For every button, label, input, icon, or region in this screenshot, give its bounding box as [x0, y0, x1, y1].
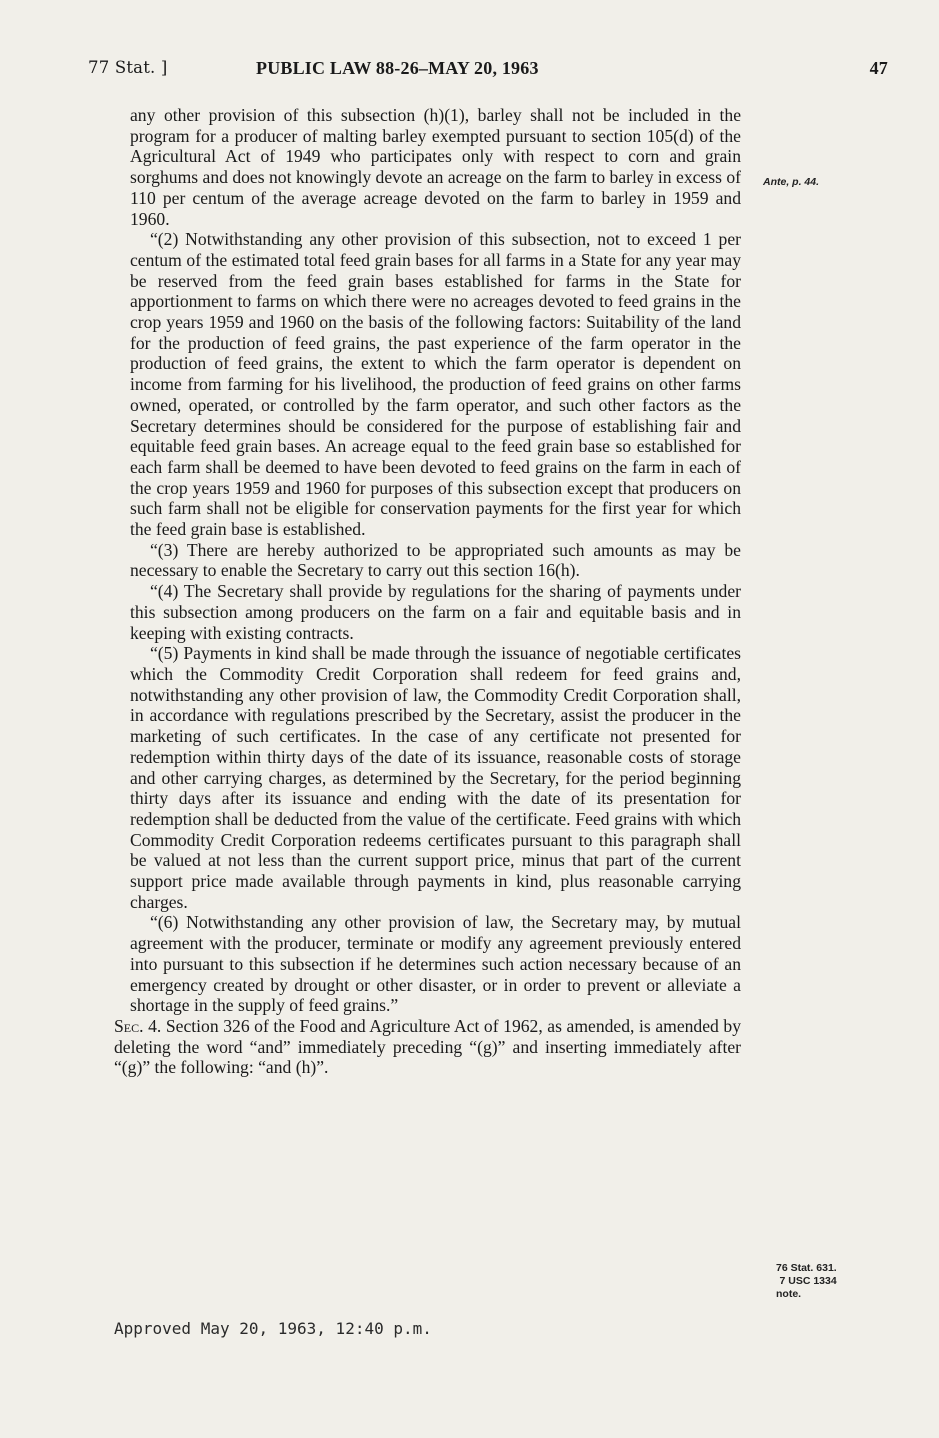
paragraph-2: “(2) Notwithstanding any other provision of this subsection, not to exceed 1 per centum of the estimated total feed grain bases for all farms in a State for any year may be reserved from the feed grain bases established for farms in the State for apportionment to farms on which there were no acreages devoted to feed grains in the crop years 1959 and 1960 on the basis of the following factors: Suitability of the land for the production of feed grains, the past experience of the farm operator in the production of feed grains, the extent to which the farm operator is dependent on income from farming for his livelihood, the production of feed grains on other farms owned, operated, or controlled by the farm operator, and such other factors as the Secretary determines should be considered for the purpose of establishing fair and equitable feed grain bases. An acreage equal to the feed grain base so established for each farm shall be deemed to have been devoted to feed grains on the farm in each of the crop years 1959 and 1960 for purposes of this subsection except that producers on such farm shall not be eligible for conservation payments for the first year for which the feed grain base is established. — [130, 229, 741, 540]
margin-note-stat-2: 7 USC 1334 — [779, 1275, 837, 1287]
volume-reference: 77 Stat. ] — [88, 58, 168, 77]
body-text — [114, 105, 741, 1078]
law-title: PUBLIC LAW 88-26–MAY 20, 1963 — [256, 58, 539, 78]
margin-note-statute — [776, 1262, 837, 1301]
running-head — [88, 58, 888, 82]
margin-note-ante: Ante, p. 44. — [763, 176, 820, 188]
section-4-text: Section 326 of the Food and Agriculture Act of 1962, as amended, is amended by deleting the word “and” immediately preceding “(g)” and inserting immediately after “(g)” the following: “and (h)”. — [114, 1015, 741, 1078]
section-4 — [114, 1016, 741, 1078]
approval-line: Approved May 20, 1963, 12:40 p.m. — [114, 1319, 432, 1338]
section-4-label: Sec. 4. — [114, 1015, 162, 1036]
paragraph-3: “(3) There are hereby authorized to be appropriated such amounts as may be necessary to enable the Secretary to carry out this section 16(h). — [130, 539, 741, 581]
paragraph-5: “(5) Payments in kind shall be made through the issuance of negotiable certificates which the Commodity Credit Corporation shall redeem for feed grains and, notwithstanding any other provision of law, the Commodity Credit Corporation shall, in accordance with regulations prescribed by the Secretary, assist the producer in the marketing of such certificates. In the case of any certificate not presented for redemption within thirty days of the date of its issuance, reasonable costs of storage and other carrying charges, as determined by the Secretary, for the period beginning thirty days after its issuance and ending with the date of its presentation for redemption shall be deducted from the value of the certificate. Feed grains with which Commodity Credit Corporation redeems certificates pursuant to this paragraph shall be valued at not less than the current support price, minus that part of the current support price made available through payments in kind, plus reasonable carrying charges. — [130, 643, 741, 912]
paragraph-6: “(6) Notwithstanding any other provision of law, the Secretary may, by mutual agreement with the producer, terminate or modify any agreement previously entered into pursuant to this subsection if he determines such action necessary because of an emergency created by drought or other disaster, or in order to prevent or alleviate a shortage in the supply of feed grains.” — [130, 912, 741, 1016]
paragraph-continuation: any other provision of this subsection (h)(1), barley shall not be included in the program for a producer of malting barley exempted pursuant to section 105(d) of the Agricultural Act of 1949 who participates only with respect to corn and grain sorghums and does not knowingly devote an acreage on the farm to barley in excess of 110 per centum of the average acreage devoted on the farm to barley in 1959 and 1960. — [130, 105, 741, 229]
margin-note-stat-1: 76 Stat. 631. — [776, 1262, 837, 1274]
page-number: 47 — [869, 58, 888, 78]
margin-note-stat-3: note. — [776, 1288, 802, 1300]
paragraph-4: “(4) The Secretary shall provide by regulations for the sharing of payments under this subsection among producers on the farm on a fair and equitable basis and in keeping with existing contracts. — [130, 581, 741, 643]
